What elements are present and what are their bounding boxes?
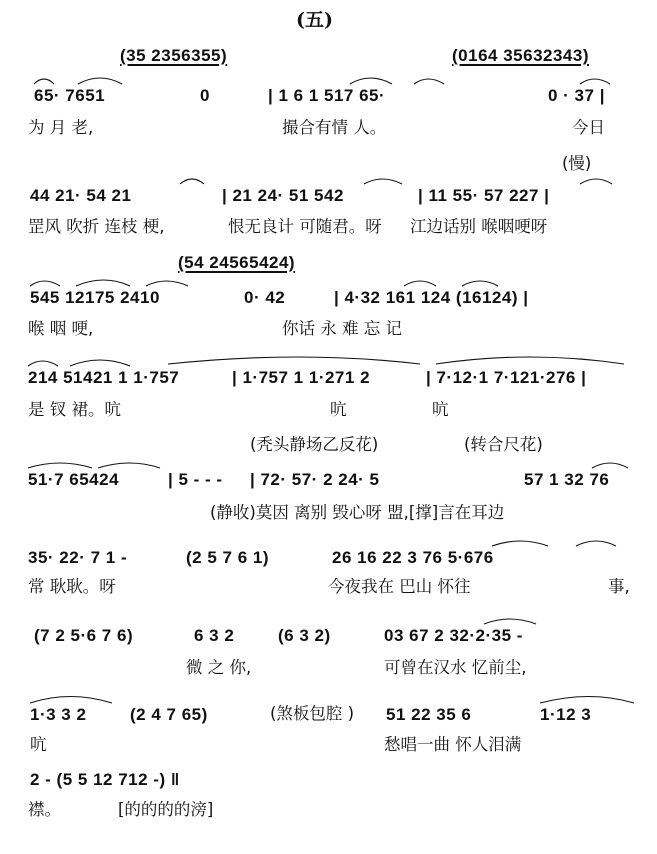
lyrics-segment: 吭 xyxy=(330,400,347,419)
lyrics-segment: 可曾在汉水 忆前尘, xyxy=(384,658,527,677)
performance-note: (秃头静场乙反花) xyxy=(250,435,379,454)
lyrics-segment: 愁唱一曲 怀人泪满 xyxy=(384,735,522,754)
notes-measure: (2 5 7 6 1) xyxy=(186,548,269,567)
notes-measure-1: 65· 7651 xyxy=(34,86,106,105)
lyrics-segment: 吭 xyxy=(432,400,449,419)
slur-mark xyxy=(580,79,610,84)
lyrics-segment: 常 耿耿。呀 xyxy=(28,577,116,596)
slur-mark xyxy=(414,79,444,84)
slur-mark xyxy=(30,281,60,286)
slur-mark xyxy=(592,463,628,468)
intro-notes-3: (54 24565424) xyxy=(178,253,296,272)
notes-measure: 1·3 3 2 xyxy=(30,705,87,724)
lyrics-segment: 你话 永 难 忘 记 xyxy=(282,319,402,338)
slur-mark xyxy=(28,361,58,366)
slur-mark xyxy=(580,179,612,184)
notes-measure: (7 2 5·6 7 6) xyxy=(34,626,134,645)
lyrics-segment: 喉 咽 哽, xyxy=(28,319,94,338)
notes-measure: | 21 24· 51 542 xyxy=(222,186,344,205)
lyrics-segment: 今日 xyxy=(572,118,605,137)
notes-measure-final: 2 - (5 5 12 712 -) ‖ xyxy=(30,770,180,789)
notes-measure: 35· 22· 7 1 - xyxy=(28,548,128,567)
slur-mark xyxy=(576,541,616,546)
notes-measure: 1·12 3 xyxy=(540,705,592,724)
slur-mark xyxy=(98,463,160,468)
notes-measure: 545 12175 2410 xyxy=(30,288,160,307)
notes-measure: 57 1 32 76 xyxy=(524,470,610,489)
slur-mark xyxy=(168,357,420,364)
lyrics-segment: 吭 xyxy=(30,735,47,754)
intro-notes-2: (0164 35632343) xyxy=(452,46,590,65)
slur-mark xyxy=(492,541,548,546)
notes-measure: (2 4 7 65) xyxy=(130,705,208,724)
notes-measure: | 4·32 161 124 (16124) | xyxy=(334,288,529,307)
slur-mark xyxy=(146,281,188,286)
notes-measure: 214 51421 1 1·757 xyxy=(28,368,180,387)
slur-mark xyxy=(76,280,130,286)
lyrics-segment: 恨无良计 可随君。呀 xyxy=(228,217,382,236)
notes-measure: 26 16 22 3 76 5·676 xyxy=(332,548,494,567)
notes-measure: | 72· 57· 2 24· 5 xyxy=(250,470,380,489)
notes-measure: 51 22 35 6 xyxy=(386,705,472,724)
notes-measure: (6 3 2) xyxy=(278,626,331,645)
notes-measure: 51·7 65424 xyxy=(28,470,120,489)
slur-mark xyxy=(364,179,402,184)
slur-mark xyxy=(28,463,92,468)
notes-measure: | 5 - - - xyxy=(168,470,223,489)
percussion-note: [的的的的滂] xyxy=(118,800,214,819)
lyrics-segment: 微 之 你, xyxy=(186,658,252,677)
notes-measure: 6 3 2 xyxy=(194,626,235,645)
slur-mark xyxy=(70,360,130,366)
notes-rest: 0 xyxy=(200,86,210,105)
lyrics-segment: 今夜我在 巴山 怀往 xyxy=(328,577,471,596)
slur-mark xyxy=(462,281,498,286)
notes-measure: | 7·12·1 7·121·276 | xyxy=(426,368,587,387)
slur-mark xyxy=(180,179,204,184)
slur-mark xyxy=(34,79,54,84)
notes-measure: | 11 55· 57 227 | xyxy=(418,186,550,205)
slur-mark xyxy=(350,78,392,84)
lyrics-segment: 撮合有情 人。 xyxy=(282,118,387,137)
slur-mark xyxy=(540,697,634,704)
lyrics-segment: 罡风 吹折 连枝 梗, xyxy=(28,217,165,236)
slur-mark xyxy=(404,281,436,286)
slur-mark xyxy=(78,78,122,84)
slur-mark xyxy=(30,697,112,704)
performance-note: (转合尺花) xyxy=(464,435,543,454)
tempo-marking: (慢) xyxy=(562,154,592,173)
lyrics-segment: 为 月 老, xyxy=(28,118,94,137)
slur-mark xyxy=(484,619,536,624)
lyrics-segment: (静收)莫因 离别 毁心呀 盟,[撑]言在耳边 xyxy=(210,503,505,522)
lyrics-segment: 江边话别 喉咽哽呀 xyxy=(410,217,548,236)
lyrics-segment: 是 钗 裙。吭 xyxy=(28,400,121,419)
slur-mark xyxy=(436,357,624,364)
notes-measure: 44 21· 54 21 xyxy=(30,186,132,205)
notes-measure-3: 0 · 37 | xyxy=(548,86,605,105)
lyrics-segment: 襟。 xyxy=(28,800,61,819)
lyrics-segment: 事, xyxy=(608,577,630,596)
section-title: (五) xyxy=(296,9,333,31)
notes-measure: 03 67 2 32·2·35 - xyxy=(384,626,523,645)
notes-measure-2: | 1 6 1 517 65· xyxy=(268,86,386,105)
intro-notes-1: (35 2356355) xyxy=(120,46,228,65)
notes-measure: | 1·757 1 1·271 2 xyxy=(232,368,371,387)
notes-measure: 0· 42 xyxy=(244,288,286,307)
performance-note: (煞板包腔 ) xyxy=(270,704,355,723)
